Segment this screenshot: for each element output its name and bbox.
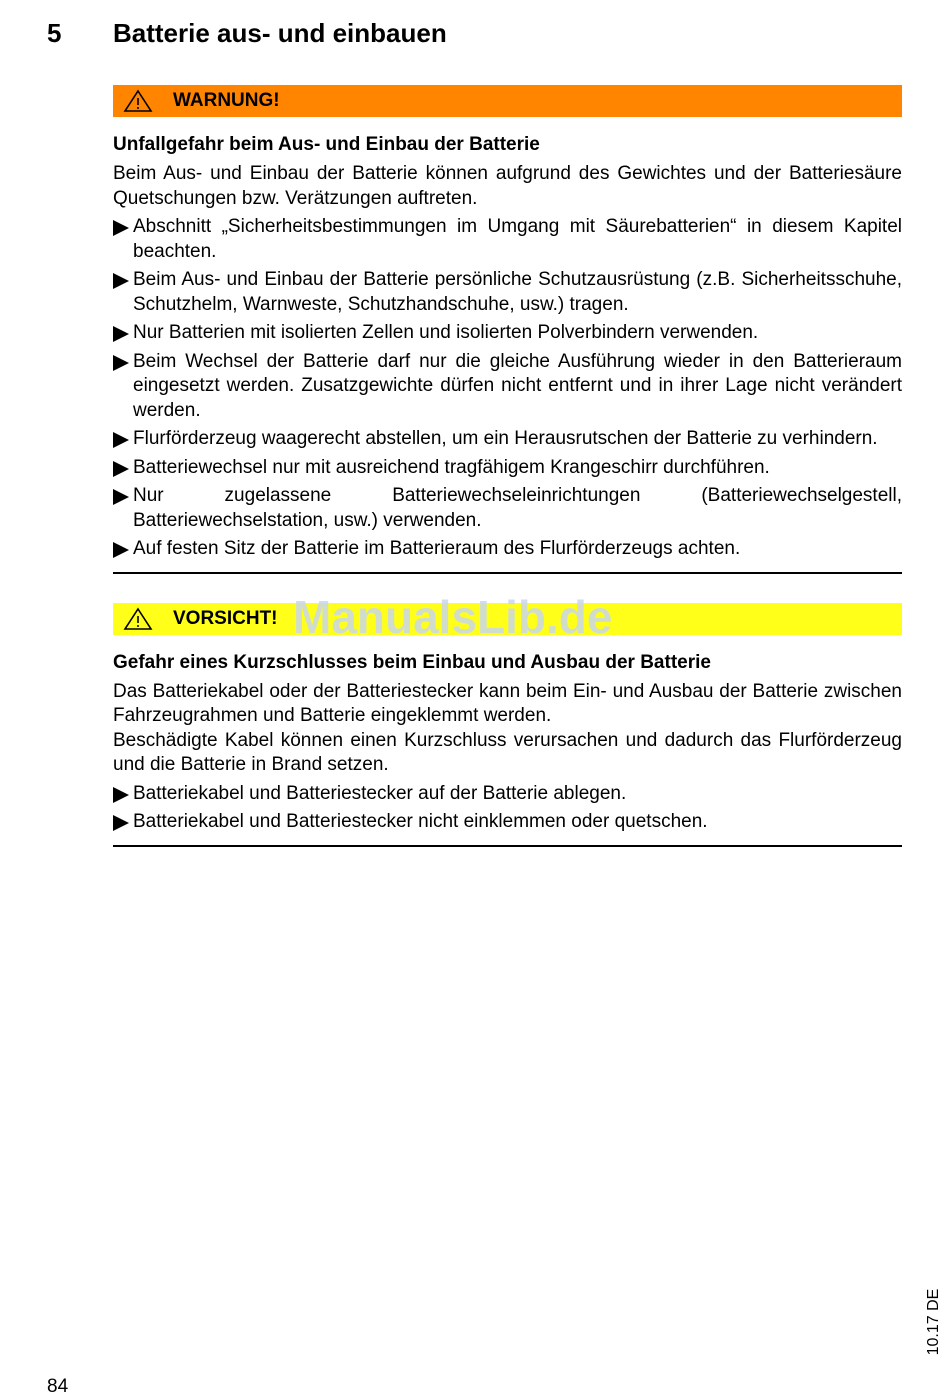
page-number: 84 xyxy=(47,1376,69,1397)
list-item: Nur zugelassene Batteriewechseleinrichtungen (Batteriewechselgestell, Batteriewechselstation, usw.) verwenden. xyxy=(113,484,902,533)
caution-body-2: Beschädigte Kabel können einen Kurzschluss verursachen und dadurch das Flurförderzeug und die Batterie in Brand setzen. xyxy=(113,729,902,775)
section-title: Batterie aus- und einbauen xyxy=(113,18,447,48)
warning-banner xyxy=(113,85,902,117)
arrow-icon xyxy=(113,326,129,342)
caution-body-1: Das Batteriekabel oder der Batteriestecker kann beim Ein- und Ausbau der Batterie zwischen Fahrzeugrahmen und Batterie eingeklemmt werden. xyxy=(113,680,902,726)
warning-body: Beim Aus- und Einbau der Batterie können aufgrund des Gewichtes und der Batteriesäure Quetschungen bzw. Verätzungen auftreten. xyxy=(113,163,902,209)
caution-label: VORSICHT! xyxy=(173,607,278,629)
warning-triangle-icon xyxy=(123,607,153,631)
list-item: Flurförderzeug waagerecht abstellen, um ein Herausrutschen der Batterie zu verhindern. xyxy=(113,427,902,452)
edition-date: 10.17 DE xyxy=(925,1288,942,1356)
warning-triangle-icon xyxy=(123,89,153,113)
arrow-icon xyxy=(113,542,129,558)
arrow-icon xyxy=(113,273,129,289)
list-item: Nur Batterien mit isolierten Zellen und isolierten Polverbindern verwenden. xyxy=(113,321,902,346)
arrow-icon xyxy=(113,355,129,371)
list-item: Beim Wechsel der Batterie darf nur die gleiche Ausführung wieder in den Batterieraum eingesetzt werden. Zusatzgewichte dürfen nicht entfernt und in ihrer Lage nicht verändert werden. xyxy=(113,350,902,424)
list-item: Batteriekabel und Batteriestecker nicht einklemmen oder quetschen. xyxy=(113,810,902,835)
arrow-icon xyxy=(113,432,129,448)
caution-heading: Gefahr eines Kurzschlusses beim Einbau und Ausbau der Batterie xyxy=(113,651,711,673)
divider xyxy=(113,845,902,847)
warning-label: WARNUNG! xyxy=(173,90,280,111)
caution-steps xyxy=(113,782,902,835)
content xyxy=(113,85,902,847)
list-item: Abschnitt „Sicherheitsbestimmungen im Umgang mit Säurebatterien“ in diesem Kapitel beachten. xyxy=(113,215,902,264)
warning-heading: Unfallgefahr beim Aus- und Einbau der Batterie xyxy=(113,134,540,155)
list-item: Beim Aus- und Einbau der Batterie persönliche Schutzausrüstung (z.B. Sicherheitsschuhe, Schutzhelm, Warnweste, Schutzhandschuhe, usw.) tragen. xyxy=(113,268,902,317)
caution-banner xyxy=(113,590,902,643)
arrow-icon xyxy=(113,461,129,477)
list-item: Batteriekabel und Batteriestecker auf der Batterie ablegen. xyxy=(113,782,902,807)
arrow-icon xyxy=(113,787,129,803)
warning-steps xyxy=(113,215,902,562)
arrow-icon xyxy=(113,489,129,505)
list-item: Auf festen Sitz der Batterie im Batterieraum des Flurförderzeugs achten. xyxy=(113,537,902,562)
section-number: 5 xyxy=(47,18,62,48)
list-item: Batteriewechsel nur mit ausreichend tragfähigem Krangeschirr durchführen. xyxy=(113,456,902,481)
arrow-icon xyxy=(113,815,129,831)
arrow-icon xyxy=(113,220,129,236)
watermark: ManualsLib.de xyxy=(293,590,613,643)
